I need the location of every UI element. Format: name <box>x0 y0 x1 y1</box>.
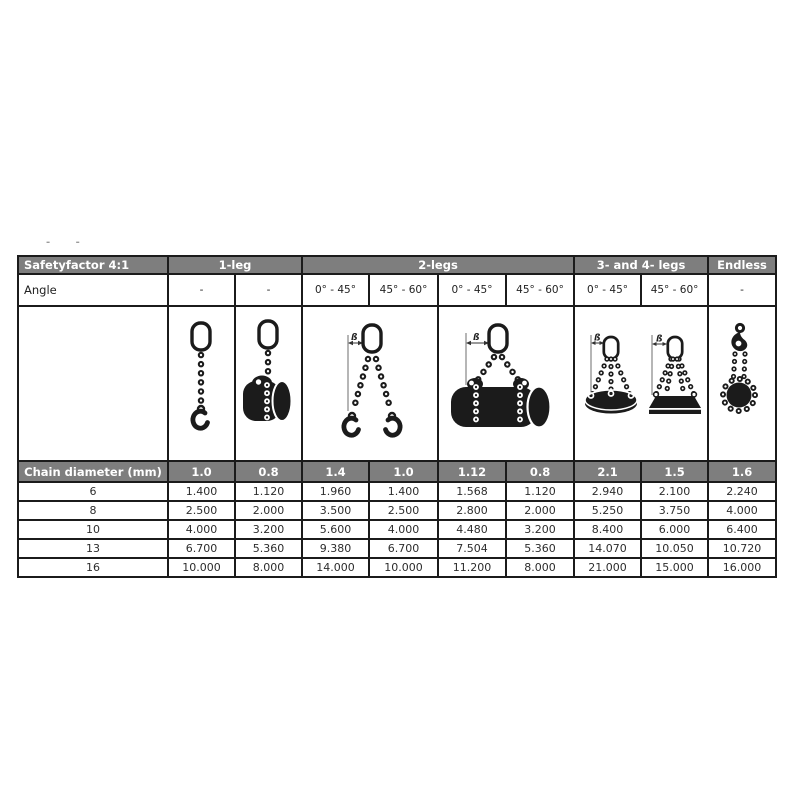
wll-value-cell: 2.940 <box>574 482 641 501</box>
choker-hitch-drum-icon <box>237 313 300 458</box>
three-and-four-leg-sling-icon <box>576 313 706 458</box>
sling-illustration-cell <box>168 306 235 461</box>
wll-value-cell: 1.120 <box>506 482 574 501</box>
wll-value-cell: 3.200 <box>235 520 302 539</box>
wll-value-cell: 4.000 <box>168 520 235 539</box>
diameter-cell: 10 <box>18 520 168 539</box>
factor-value: 1.0 <box>168 461 235 482</box>
angle-beta-label: ß <box>473 333 480 343</box>
wll-value-cell: 3.500 <box>302 501 369 520</box>
wll-value-cell: 8.000 <box>235 558 302 577</box>
wll-value-cell: 3.750 <box>641 501 708 520</box>
sling-illustration-cell <box>438 306 574 461</box>
factor-value: 1.4 <box>302 461 369 482</box>
wll-value-cell: 10.720 <box>708 539 776 558</box>
angle-value: - <box>168 274 235 306</box>
wll-value-cell: 4.480 <box>438 520 506 539</box>
illustration-cell-empty <box>18 306 168 461</box>
angle-label: Angle <box>18 274 168 306</box>
wll-value-cell: 8.000 <box>506 558 574 577</box>
angle-beta-label: ß <box>351 333 358 343</box>
angle-row <box>18 274 776 306</box>
wll-value-cell: 2.000 <box>506 501 574 520</box>
group-header-1-leg: 1-leg <box>168 256 302 274</box>
wll-value-cell: 11.200 <box>438 558 506 577</box>
angle-beta-label: ß <box>594 333 601 344</box>
wll-value-cell: 6.700 <box>168 539 235 558</box>
wll-value-cell: 5.360 <box>235 539 302 558</box>
wll-value-cell: 6.000 <box>641 520 708 539</box>
factor-value: 1.5 <box>641 461 708 482</box>
factor-value: 1.0 <box>369 461 438 482</box>
group-header-2-legs: 2-legs <box>302 256 574 274</box>
angle-value: 0° - 45° <box>574 274 641 306</box>
wll-value-cell: 2.500 <box>168 501 235 520</box>
wll-value-cell: 5.600 <box>302 520 369 539</box>
factor-value: 0.8 <box>506 461 574 482</box>
sling-illustration-cell <box>574 306 708 461</box>
safety-factor-header: Safetyfactor 4:1 <box>18 256 168 274</box>
diameter-cell: 16 <box>18 558 168 577</box>
angle-beta-label: ß <box>656 334 663 345</box>
sling-illustration-cell <box>302 306 438 461</box>
wll-value-cell: 14.000 <box>302 558 369 577</box>
wll-value-cell: 2.000 <box>235 501 302 520</box>
angle-value: - <box>708 274 776 306</box>
angle-value: - <box>235 274 302 306</box>
diameter-cell: 13 <box>18 539 168 558</box>
table-row <box>18 520 776 539</box>
wll-value-cell: 6.400 <box>708 520 776 539</box>
diameter-cell: 6 <box>18 482 168 501</box>
table-row <box>18 501 776 520</box>
factor-value: 1.12 <box>438 461 506 482</box>
wll-value-cell: 2.500 <box>369 501 438 520</box>
factor-value: 1.6 <box>708 461 776 482</box>
angle-value: 45° - 60° <box>369 274 438 306</box>
wll-value-cell: 15.000 <box>641 558 708 577</box>
two-leg-basket-drum-icon <box>440 313 572 458</box>
wll-value-cell: 2.800 <box>438 501 506 520</box>
wll-value-cell: 1.960 <box>302 482 369 501</box>
table-row <box>18 558 776 577</box>
sling-illustration-cell <box>235 306 302 461</box>
wll-value-cell: 10.000 <box>168 558 235 577</box>
wll-value-cell: 2.240 <box>708 482 776 501</box>
table-row <box>18 482 776 501</box>
factor-value: 0.8 <box>235 461 302 482</box>
group-header-3-4-legs: 3- and 4- legs <box>574 256 708 274</box>
wll-value-cell: 6.700 <box>369 539 438 558</box>
wll-value-cell: 8.400 <box>574 520 641 539</box>
angle-value: 45° - 60° <box>641 274 708 306</box>
wll-value-cell: 4.000 <box>708 501 776 520</box>
wll-value-cell: 3.200 <box>506 520 574 539</box>
wll-value-cell: 1.400 <box>168 482 235 501</box>
wll-value-cell: 5.250 <box>574 501 641 520</box>
factor-value: 2.1 <box>574 461 641 482</box>
group-header-row <box>18 256 776 274</box>
endless-chain-sling-icon <box>710 313 774 458</box>
single-leg-chain-sling-icon <box>170 313 233 458</box>
illustration-row <box>18 306 776 461</box>
sling-illustration-cell <box>708 306 776 461</box>
wll-value-cell: 16.000 <box>708 558 776 577</box>
wll-value-cell: 10.050 <box>641 539 708 558</box>
wll-value-cell: 1.120 <box>235 482 302 501</box>
factor-row <box>18 461 776 482</box>
angle-value: 45° - 60° <box>506 274 574 306</box>
angle-value: 0° - 45° <box>302 274 369 306</box>
wll-value-cell: 4.000 <box>369 520 438 539</box>
wll-value-cell: 7.504 <box>438 539 506 558</box>
wll-value-cell: 9.380 <box>302 539 369 558</box>
group-header-endless: Endless <box>708 256 776 274</box>
wll-value-cell: 1.568 <box>438 482 506 501</box>
wll-value-cell: 14.070 <box>574 539 641 558</box>
wll-value-cell: 5.360 <box>506 539 574 558</box>
two-leg-sling-icon <box>304 313 436 458</box>
angle-value: 0° - 45° <box>438 274 506 306</box>
factor-label: Chain diameter (mm) <box>18 461 168 482</box>
chain-sling-capacity-table <box>17 255 777 578</box>
wll-value-cell: 2.100 <box>641 482 708 501</box>
wll-value-cell: 1.400 <box>369 482 438 501</box>
diameter-cell: 8 <box>18 501 168 520</box>
wll-value-cell: 21.000 <box>574 558 641 577</box>
table-row <box>18 539 776 558</box>
wll-value-cell: 10.000 <box>369 558 438 577</box>
scan-artifact-marks: - - <box>46 237 91 248</box>
